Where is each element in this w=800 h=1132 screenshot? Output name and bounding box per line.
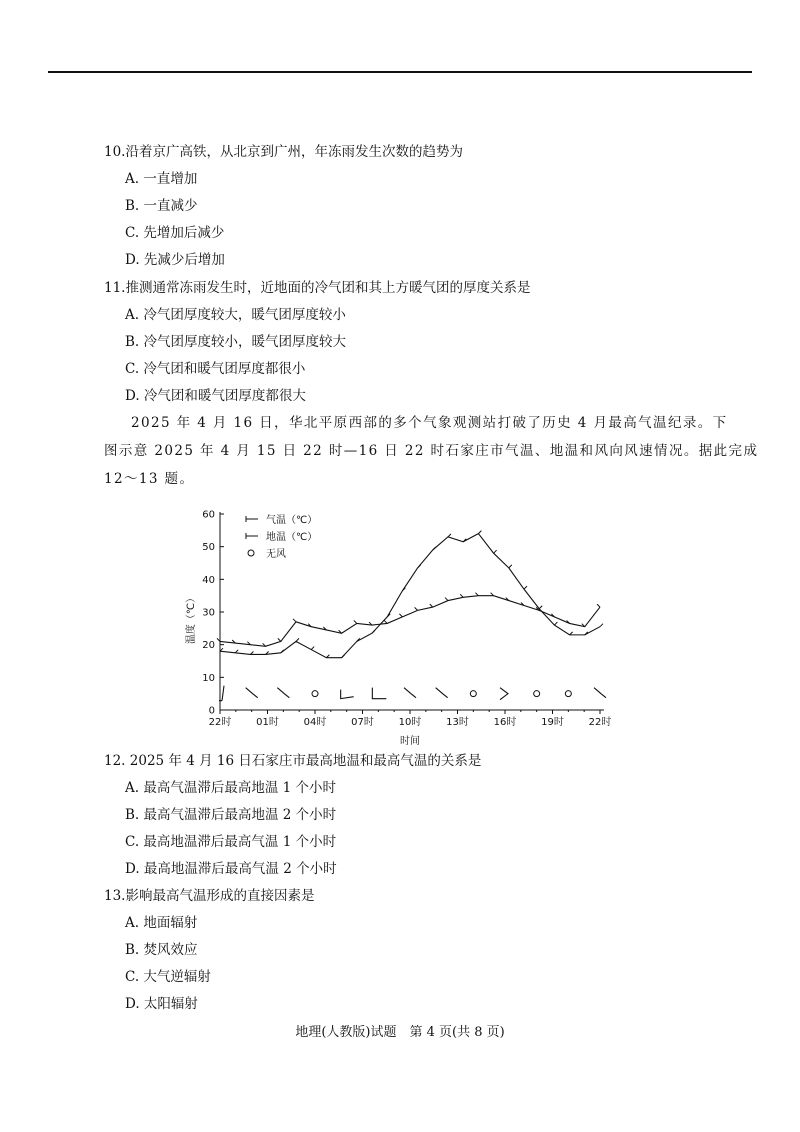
legend-label: 地温（℃） — [266, 532, 318, 543]
wind-symbol-barb-nw — [404, 688, 416, 698]
question-12-option-a: A. 最高气温滞后最高地温 1 个小时 — [125, 780, 337, 796]
y-tick-label: 30 — [202, 607, 215, 619]
question-13-option-b: B. 焚风效应 — [125, 942, 198, 958]
legend-entry — [246, 530, 317, 543]
wind-barb-icon — [341, 690, 354, 699]
air-temp-point — [460, 594, 463, 597]
air-temp-point — [475, 593, 478, 596]
air-temp-point — [430, 604, 433, 607]
question-13-option-a: A. 地面辐射 — [125, 915, 198, 931]
wind-symbol-barb-nw — [436, 688, 448, 698]
wind-barb-icon — [594, 688, 606, 698]
wind-barb-icon — [500, 688, 508, 700]
passage-line-2: 图示意 2025 年 4 月 15 日 22 时—16 日 22 时石家庄市气温、地温和风向风速情况。据此完成 — [104, 443, 759, 459]
y-tick-label: 10 — [202, 672, 215, 684]
ground-temp-point — [524, 586, 527, 589]
x-tick-label: 22时 — [588, 717, 612, 728]
calm-wind-icon — [565, 691, 571, 697]
wind-barb-icon — [277, 688, 289, 698]
wind-symbol-barb-nw — [277, 688, 289, 698]
passage-line-1: 2025 年 4 月 16 日，华北平原西部的多个气象观测站打破了历史 4 月最高气温纪录。下 — [131, 415, 728, 431]
ground-temp-point — [539, 606, 542, 609]
y-tick-label: 0 — [208, 705, 215, 717]
air-temp-point — [399, 614, 402, 617]
question-12-option-b: B. 最高气温滞后最高地温 2 个小时 — [125, 807, 337, 823]
y-axis-title: 温度（℃） — [186, 592, 197, 645]
question-13-option-d: D. 太阳辐射 — [125, 996, 198, 1012]
wind-symbol-barb-e — [372, 688, 386, 699]
x-tick-label: 19时 — [541, 717, 564, 728]
ground-temp-point — [600, 624, 603, 627]
x-tick-label: 07时 — [351, 717, 374, 728]
x-tick-label: 04时 — [303, 717, 327, 728]
question-10-stem: 10.沿着京广高铁，从北京到广州，年冻雨发生次数的趋势为 — [104, 144, 463, 160]
calm-wind-icon — [312, 691, 318, 697]
y-tick-label: 20 — [202, 640, 215, 652]
wind-symbol-calm — [312, 691, 318, 697]
question-13-option-c: C. 大气逆辐射 — [125, 969, 211, 985]
question-10-option-b: B. 一直减少 — [125, 198, 198, 214]
air-temp-point — [597, 604, 600, 607]
wind-barb-icon — [436, 688, 448, 698]
ground-temp-point — [342, 655, 345, 658]
air-temp-point — [384, 620, 387, 623]
question-11-stem: 11.推测通常冻雨发生时，近地面的冷气团和其上方暖气团的厚度关系是 — [104, 280, 531, 296]
x-tick-label: 10时 — [398, 717, 422, 728]
question-10-option-a: A. 一直增加 — [125, 171, 198, 187]
ground-temp-point — [311, 647, 314, 650]
question-11-option-d: D. 冷气团和暖气团厚度都很大 — [125, 388, 306, 404]
ground-temp-point — [448, 534, 451, 537]
legend-calm-icon — [248, 550, 254, 556]
question-12-stem: 12. 2025 年 4 月 16 日石家庄市最高地温和最高气温的关系是 — [104, 753, 482, 769]
air-temp-point — [415, 607, 418, 610]
wind-barb-icon — [404, 688, 416, 698]
calm-wind-icon — [534, 691, 540, 697]
header-rule — [48, 71, 752, 73]
ground-temp-point — [235, 650, 238, 653]
temperature-wind-chart — [186, 502, 620, 752]
wind-symbol-barb-nw — [594, 688, 606, 698]
legend-entry — [248, 548, 286, 560]
air-temp-point — [445, 598, 448, 601]
wind-symbol-calm — [534, 691, 540, 697]
calm-wind-icon — [470, 691, 476, 697]
ground-temp-point — [494, 550, 497, 553]
ground-temp-point — [478, 531, 481, 534]
series-line-air-temperature — [220, 596, 600, 647]
y-tick-label: 60 — [202, 509, 215, 521]
question-12-option-d: D. 最高地温滞后最高气温 2 个小时 — [125, 861, 337, 877]
question-13-stem: 13.影响最高气温形成的直接因素是 — [104, 888, 315, 904]
wind-symbol-calm — [565, 691, 571, 697]
x-tick-label: 13时 — [446, 717, 469, 728]
wind-symbol-barb-se — [500, 688, 508, 700]
legend-label: 无风 — [266, 549, 286, 560]
ground-temp-point — [509, 565, 512, 568]
wind-symbol-barb-nw — [246, 688, 258, 698]
ground-temp-point — [554, 622, 557, 625]
ground-temp-point — [372, 630, 375, 633]
air-temp-point — [354, 620, 357, 623]
x-tick-label: 16时 — [493, 717, 517, 728]
question-11-option-b: B. 冷气团厚度较小，暖气团厚度较大 — [125, 334, 347, 350]
question-10-option-d: D. 先减少后增加 — [125, 252, 225, 268]
air-temp-point — [293, 619, 296, 622]
passage-line-3: 12～13 题。 — [104, 471, 195, 487]
question-11-option-c: C. 冷气团和暖气团厚度都很小 — [125, 361, 306, 377]
legend-label: 气温（℃） — [266, 515, 318, 526]
x-axis-title: 时间 — [400, 736, 420, 747]
wind-symbol-barb-ne — [341, 690, 354, 699]
legend-entry — [246, 514, 317, 526]
question-10-option-c: C. 先增加后减少 — [125, 225, 225, 241]
wind-barb-icon — [372, 688, 386, 699]
y-tick-label: 50 — [202, 542, 215, 554]
x-tick-label: 22时 — [208, 717, 232, 728]
wind-barb-icon — [246, 688, 258, 698]
question-11-option-a: A. 冷气团厚度较大，暖气团厚度较小 — [125, 307, 346, 323]
wind-symbol-calm — [470, 691, 476, 697]
x-tick-label: 01时 — [256, 717, 279, 728]
ground-temp-point — [296, 638, 299, 641]
y-tick-label: 40 — [202, 574, 215, 586]
question-12-option-c: C. 最高地温滞后最高气温 1 个小时 — [125, 834, 337, 850]
page-footer: 地理(人教版)试题 第 4 页(共 8 页) — [295, 1025, 505, 1040]
air-temp-point — [278, 638, 281, 641]
